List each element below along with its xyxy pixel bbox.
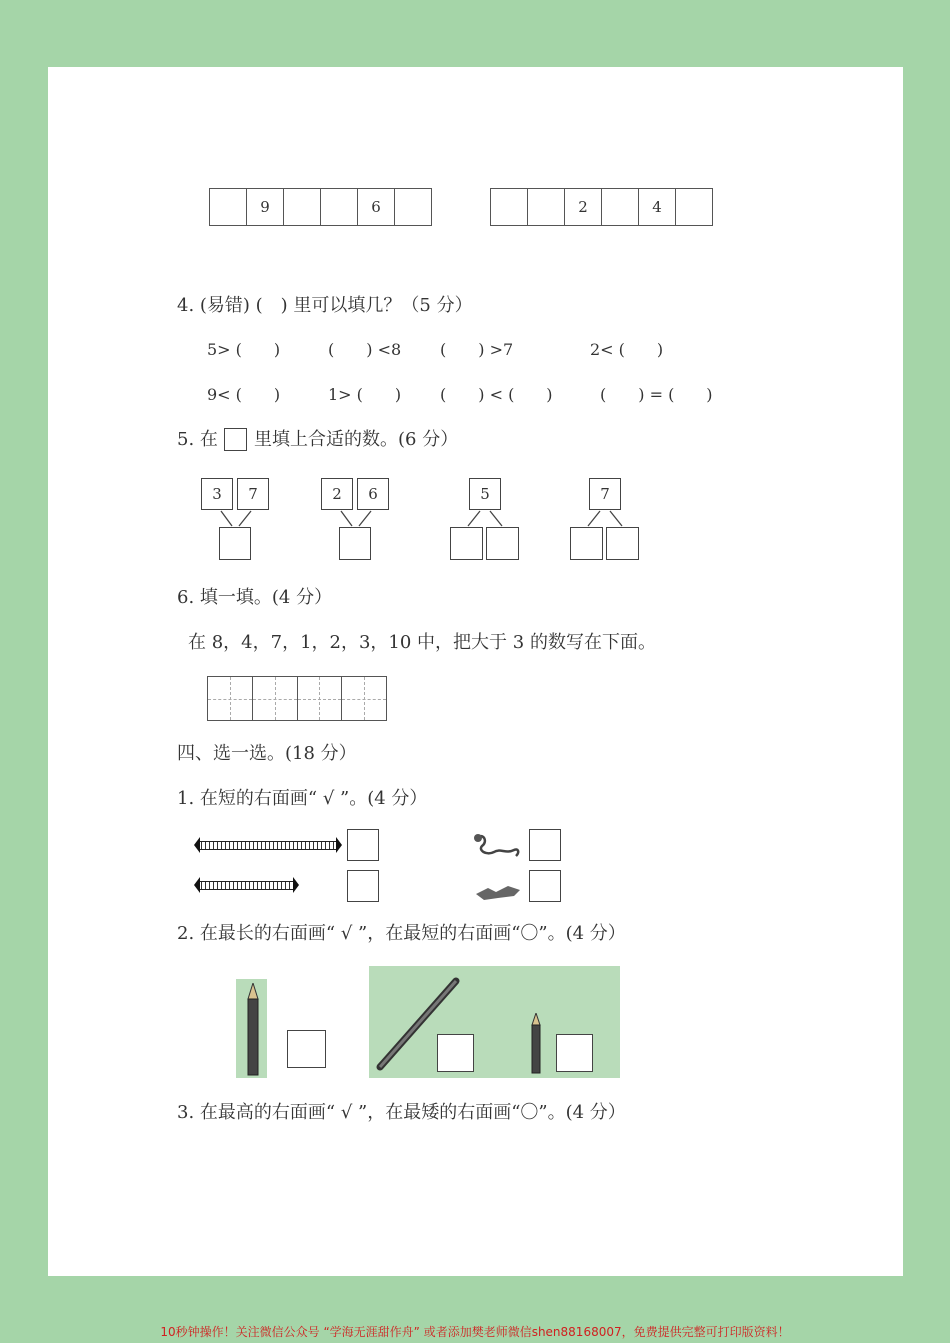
answer-box[interactable] [347, 870, 379, 902]
q4-blank: ( ) <8 [328, 340, 402, 359]
tall-pencil-icon [246, 983, 260, 1077]
writing-grid[interactable] [207, 676, 387, 721]
strip-cell [321, 189, 358, 225]
q5-title-suffix: 里填上合适的数。(6 分） [254, 429, 459, 450]
strip-cell [210, 189, 247, 225]
short-crocodile-icon [474, 876, 522, 902]
split-lines [215, 510, 265, 528]
answer-box[interactable] [437, 1034, 474, 1072]
answer-box[interactable] [450, 527, 483, 560]
q6-title: 6. 填一填。(4 分） [177, 587, 333, 608]
split-lines [575, 510, 635, 528]
answer-box[interactable] [529, 829, 561, 861]
q5-title-box-icon [224, 428, 247, 451]
q4-blank: 1> ( ) [328, 385, 402, 404]
section4-q2: 2. 在最长的右面画“ √ ”，在最短的右面画“〇”。(4 分） [177, 923, 626, 944]
strip-cell [602, 189, 639, 225]
long-rope-icon [198, 841, 338, 850]
split-top-box: 7 [237, 478, 269, 510]
answer-box[interactable] [486, 527, 519, 560]
answer-box[interactable] [219, 527, 251, 560]
q4-blank: ( ) = ( ) [600, 385, 713, 404]
section4-q3: 3. 在最高的右面画“ √ ”，在最矮的右面画“〇”。(4 分） [177, 1102, 626, 1123]
short-pencil-icon [530, 1013, 542, 1075]
answer-box[interactable] [339, 527, 371, 560]
strip-cell: 4 [639, 189, 676, 225]
answer-box[interactable] [606, 527, 639, 560]
number-strip-a [209, 188, 432, 226]
q4-title: 4. (易错) ( ) 里可以填几？（5 分） [177, 295, 473, 316]
q4-blank: ( ) >7 [440, 340, 514, 359]
strip-cell [528, 189, 565, 225]
strip-cell: 9 [247, 189, 284, 225]
short-rope-icon [198, 881, 295, 890]
split-top-box: 3 [201, 478, 233, 510]
strip-cell [395, 189, 431, 225]
number-strip-b [490, 188, 713, 226]
split-lines [455, 510, 515, 528]
split-top-box: 2 [321, 478, 353, 510]
strip-cell: 2 [565, 189, 602, 225]
strip-cell [284, 189, 321, 225]
q4-blank: 9< ( ) [207, 385, 281, 404]
strip-cell: 6 [358, 189, 395, 225]
split-top-box: 5 [469, 478, 501, 510]
answer-box[interactable] [529, 870, 561, 902]
strip-cell [491, 189, 528, 225]
footer-ad: 10秒钟操作！关注微信公众号 “学海无涯甜作舟” 或者添加樊老师微信shen88168007，免费提供完整可打印版资料！ [160, 1325, 790, 1339]
answer-box[interactable] [347, 829, 379, 861]
split-lines [335, 510, 385, 528]
split-top-box: 6 [357, 478, 389, 510]
split-top-box: 7 [589, 478, 621, 510]
q4-blank: 5> ( ) [207, 340, 281, 359]
section4-title: 四、选一选。(18 分） [177, 743, 357, 764]
strip-cell [676, 189, 712, 225]
answer-box[interactable] [570, 527, 603, 560]
q6-text: 在 8，4，7，1，2，3，10 中，把大于 3 的数写在下面。 [188, 632, 656, 653]
long-dragon-icon [470, 830, 522, 860]
q4-blank: ( ) < ( ) [440, 385, 553, 404]
answer-box[interactable] [556, 1034, 593, 1072]
q5-title-prefix: 5. 在 [177, 429, 218, 450]
q4-blank: 2< ( ) [590, 340, 664, 359]
worksheet-page [48, 67, 903, 1276]
answer-box[interactable] [287, 1030, 326, 1068]
section4-q1: 1. 在短的右面画“ √ ”。(4 分） [177, 788, 428, 809]
